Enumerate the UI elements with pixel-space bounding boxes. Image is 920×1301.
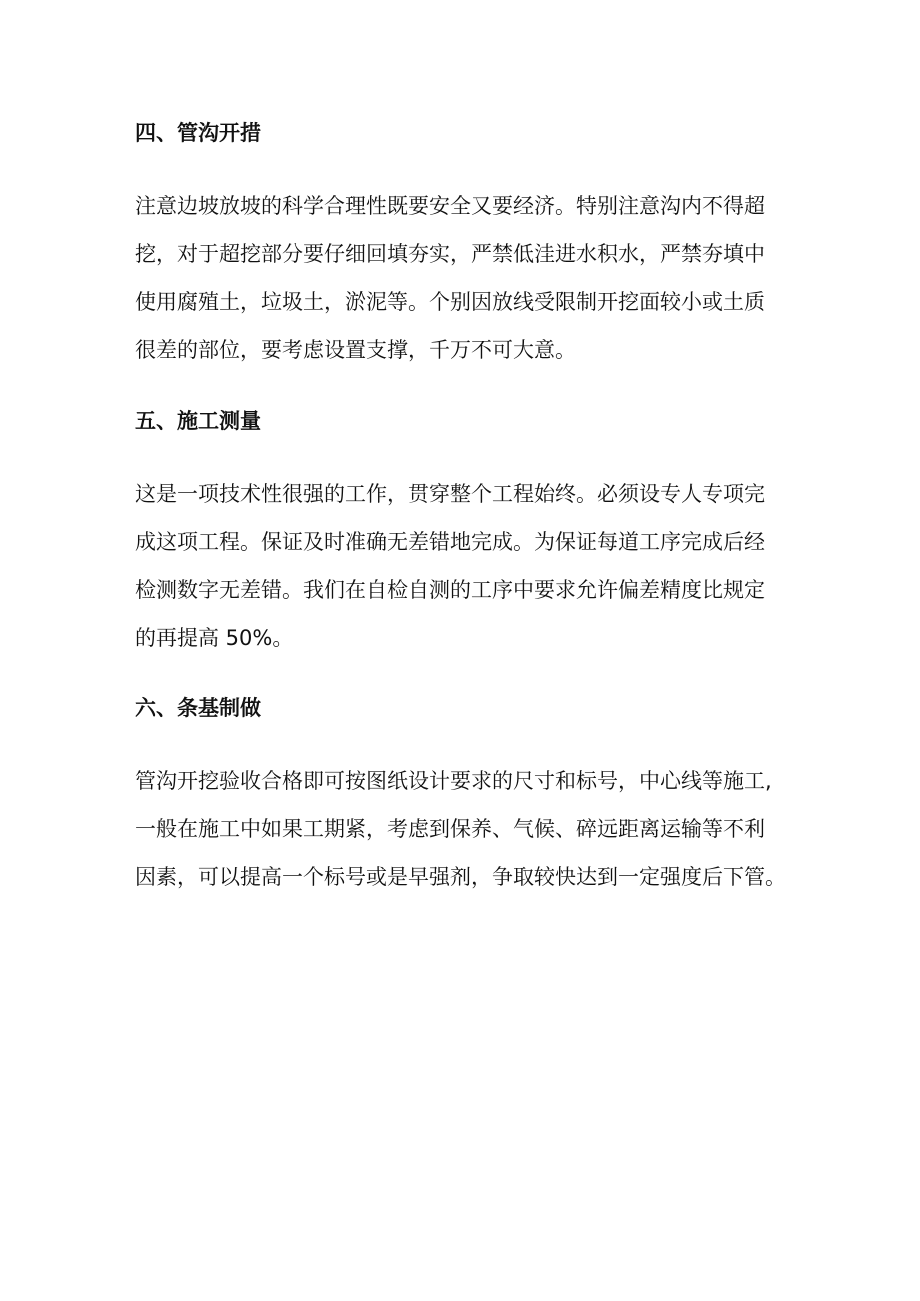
section-paragraph-6 — [135, 757, 795, 901]
paragraph-line: 很差的部位，要考虑设置支撑，千万不可大意。 — [135, 338, 576, 362]
paragraph-line: 因素，可以提高一个标号或是早强剂，争取较快达到一定强度后下管。 — [135, 865, 786, 889]
paragraph-line: 这是一项技术性很强的工作，贯穿整个工程始终。必须设专人专项完 — [135, 482, 765, 506]
section-paragraph-4 — [135, 182, 795, 374]
paragraph-line: 注意边坡放坡的科学合理性既要安全又要经济。特别注意沟内不得超 — [135, 194, 765, 218]
section-paragraph-5 — [135, 470, 795, 662]
paragraph-line: 管沟开挖验收合格即可按图纸设计要求的尺寸和标号，中心线等施工, — [135, 769, 772, 793]
section-heading-6: 六、条基制做 — [135, 696, 261, 720]
paragraph-line: 的再提高 50%。 — [135, 626, 294, 650]
paragraph-line: 一般在施工中如果工期紧，考虑到保养、气候、碎远距离运输等不利 — [135, 817, 765, 841]
section-heading-5: 五、施工测量 — [135, 409, 261, 433]
section-heading-4: 四、管沟开措 — [135, 121, 261, 145]
paragraph-line: 使用腐殖土，垃圾土，淤泥等。个别因放线受限制开挖面较小或土质 — [135, 290, 765, 314]
paragraph-line: 成这项工程。保证及时准确无差错地完成。为保证每道工序完成后经 — [135, 530, 765, 554]
paragraph-line: 挖，对于超挖部分要仔细回填夯实，严禁低洼进水积水，严禁夯填中 — [135, 242, 765, 266]
paragraph-line: 检测数字无差错。我们在自检自测的工序中要求允许偏差精度比规定 — [135, 578, 765, 602]
